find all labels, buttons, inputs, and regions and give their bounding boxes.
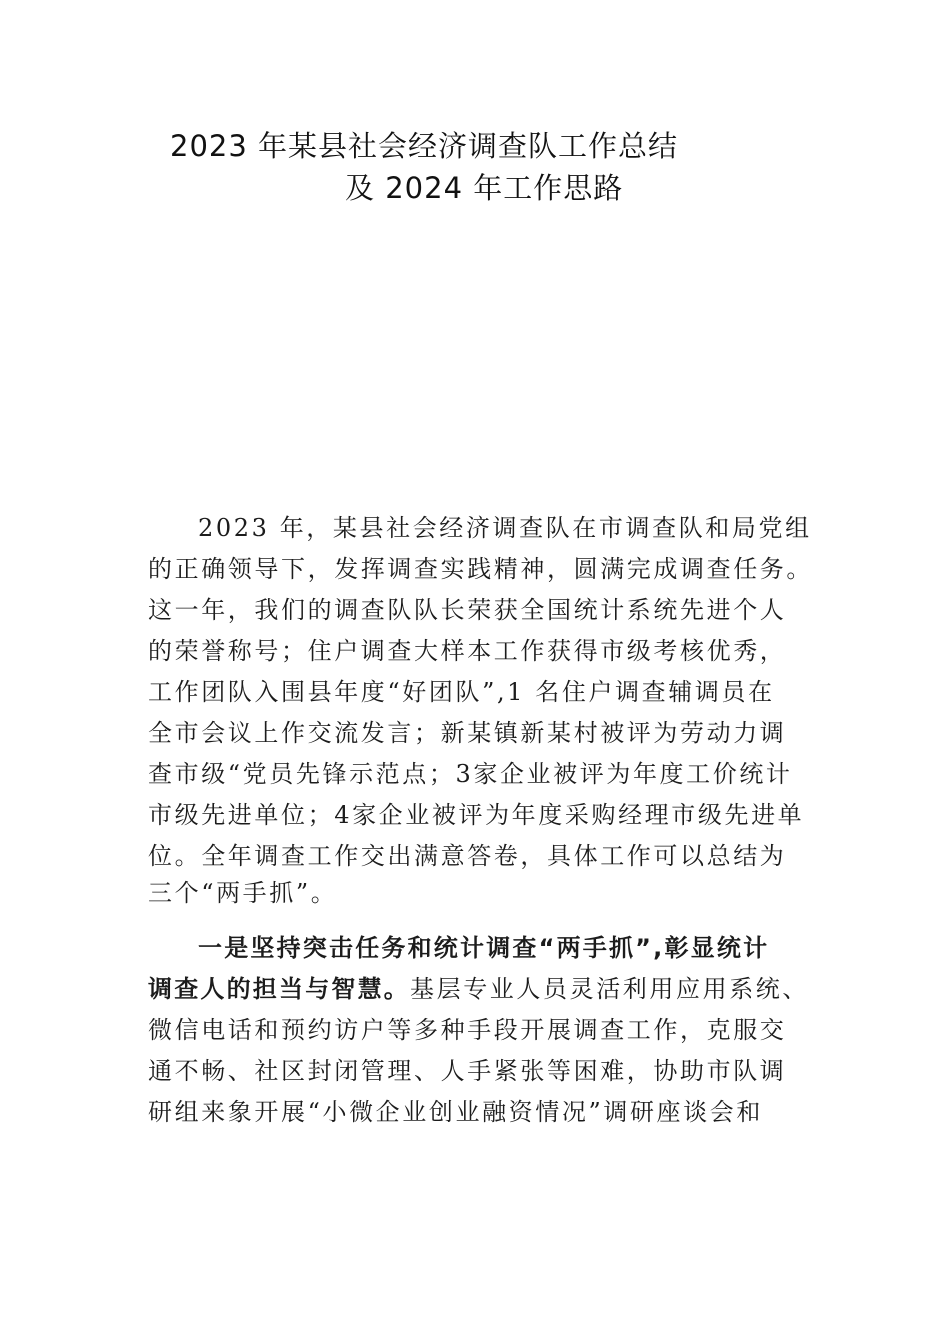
paragraph-2-heading-line-1: 一是坚持突击任务和统计调查“两手抓”,彰显统计 (198, 934, 770, 962)
paragraph-1-line-2: 的正确领导下，发挥调查实践精神，圆满完成调查任务。 (148, 555, 813, 583)
paragraph-2-line-2 (148, 969, 809, 1004)
paragraph-1-line-5: 工作团队入围县年度“好团队”,1 名住户调查辅调员在 (148, 678, 775, 706)
paragraph-2-line-2-text: 基层专业人员灵活利用应用系统、 (410, 975, 809, 1003)
paragraph-1-line-6: 全市会议上作交流发言；新某镇新某村被评为劳动力调 (148, 719, 787, 747)
paragraph-2-line-5: 研组来象开展“小微企业创业融资情况”调研座谈会和 (148, 1098, 763, 1126)
document-title-line-1: 2023 年某县社会经济调查队工作总结 (170, 129, 679, 163)
paragraph-1-line-3: 这一年，我们的调查队队长荣获全国统计系统先进个人 (148, 596, 787, 624)
document-title-line-2: 及 2024 年工作思路 (345, 171, 624, 205)
paragraph-2-line-3: 微信电话和预约访户等多种手段开展调查工作，克服交 (148, 1016, 787, 1044)
paragraph-2-heading-line-2: 调查人的担当与智慧。 (148, 975, 410, 1003)
paragraph-2-line-4: 通不畅、社区封闭管理、人手紧张等困难，协助市队调 (148, 1057, 787, 1085)
paragraph-1-line-8: 市级先进单位；4家企业被评为年度采购经理市级先进单 (148, 801, 805, 829)
paragraph-1-line-7: 查市级“党员先锋示范点；3家企业被评为年度工价统计 (148, 760, 793, 788)
paragraph-1-line-1: 2023 年，某县社会经济调查队在市调查队和局党组 (198, 514, 812, 542)
paragraph-1-line-4: 的荣誉称号；住户调查大样本工作获得市级考核优秀， (148, 637, 787, 665)
paragraph-1-line-10: 三个“两手抓”。 (148, 879, 338, 907)
paragraph-1-line-9: 位。全年调查工作交出满意答卷，具体工作可以总结为 (148, 842, 787, 870)
